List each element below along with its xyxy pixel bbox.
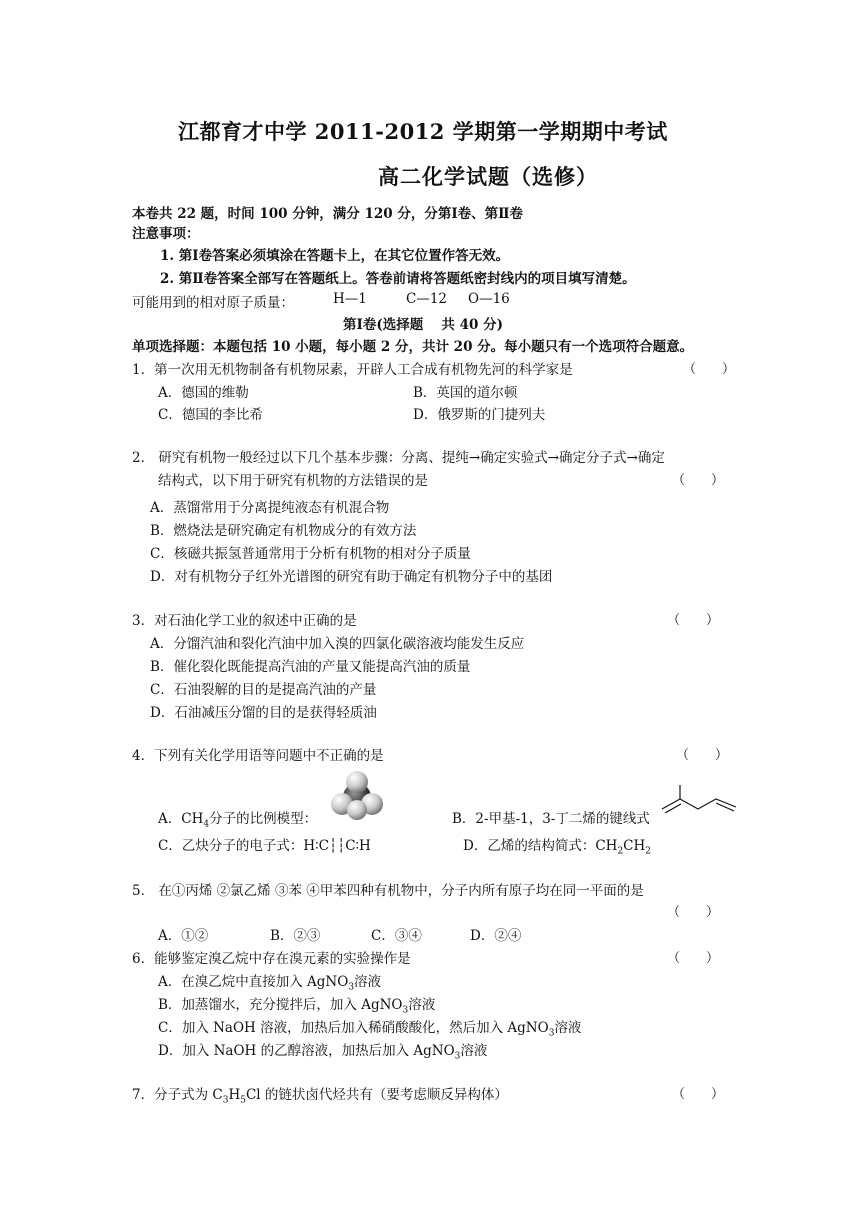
q3-option-a: A．分馏汽油和裂化汽油中加入溴的四氯化碳溶液均能发生反应 <box>150 636 525 652</box>
q4-option-a: A．$CH_4$分子的比例模型： <box>158 811 318 830</box>
q4-answer-paren: （ ） <box>676 748 729 763</box>
q3-option-b: B．催化裂化既能提高汽油的产量又能提高汽油的质量 <box>150 659 471 675</box>
exam-subtitle: 高二化学试题（选修） <box>378 164 598 189</box>
q6-option-b: B．加蒸馏水，充分搅拌后，加入 AgNO$_3$溶液 <box>158 997 436 1016</box>
q6-answer-paren: （ ） <box>667 951 720 966</box>
atomic-mass-h: H—1 <box>333 291 367 307</box>
q5-option-b: B．②③ <box>270 928 321 944</box>
q1-option-a: A．德国的维勒 <box>158 385 249 401</box>
q4-option-d: D．乙烯的结构简式：$CH_2CH_2$ <box>463 838 652 857</box>
q6-stem: 6．能够鉴定溴乙烷中存在溴元素的实验操作是 <box>132 951 411 967</box>
q3-stem: 3．对石油化学工业的叙述中正确的是 <box>132 613 357 629</box>
q5-option-a: A．①② <box>158 928 209 944</box>
q5-stem: 5． 在①丙烯 ②氯乙烯 ③苯 ④甲苯四种有机物中，分子内所有原子均在同一平面的是 <box>132 883 644 899</box>
q2-option-d: D．对有机物分子红外光谱图的研究有助于确定有机物分子中的基团 <box>150 569 553 585</box>
atomic-mass-o: O—16 <box>468 291 510 307</box>
q5-option-c: C．③④ <box>371 928 422 944</box>
q4-option-b: B．2-甲基-1，3-丁二烯的键线式 <box>452 811 650 827</box>
notice-title: 注意事项： <box>132 226 200 242</box>
q1-option-c: C．德国的李比希 <box>158 407 263 423</box>
q1-option-d: D．俄罗斯的门捷列夫 <box>413 407 546 423</box>
q6-option-a: A．在溴乙烷中直接加入 AgNO$_3$溶液 <box>158 974 382 993</box>
q6-option-c: C．加入 NaOH 溶液，加热后加入稀硝酸酸化，然后加入 AgNO$_3$溶液 <box>158 1020 582 1039</box>
q5-option-d: D．②④ <box>470 928 522 944</box>
isoprene-skeletal-formula-icon <box>660 785 738 817</box>
q7-stem: 7．分子式为 $C_3H_5Cl$ 的链状卤代烃共有（要考虑顺反异构体） <box>132 1087 508 1106</box>
atomic-mass-label: 可能用到的相对原子质量： <box>132 295 294 311</box>
section-instruction: 单项选择题：本题包括 10 小题，每小题 2 分，共计 20 分。每小题只有一个选项符合题意。 <box>132 339 694 355</box>
q1-option-b: B．英国的道尔顿 <box>413 385 518 401</box>
atomic-mass-c: C—12 <box>406 291 448 307</box>
q2-stem-line2: 结构式，以下用于研究有机物的方法错误的是 <box>158 473 428 489</box>
q5-answer-paren: （ ） <box>667 905 720 920</box>
notice-item-2: 2. 第Ⅱ卷答案全部写在答题纸上。答卷前请将答题纸密封线内的项目填写清楚。 <box>160 271 636 287</box>
q4-stem: 4．下列有关化学用语等问题中不正确的是 <box>132 748 384 764</box>
q1-answer-paren: （ ） <box>683 362 736 377</box>
q6-option-d: D．加入 NaOH 的乙醇溶液，加热后加入 AgNO$_3$溶液 <box>158 1043 488 1062</box>
q2-stem-line1: 2． 研究有机物一般经过以下几个基本步骤：分离、提纯→确定实验式→确定分子式→确定 <box>132 450 665 466</box>
q3-option-d: D．石油减压分馏的目的是获得轻质油 <box>150 705 377 721</box>
q2-option-a: A．蒸馏常用于分离提纯液态有机混合物 <box>150 500 390 516</box>
exam-title: 江都育才中学 2011-2012 学期第一学期期中考试 <box>178 119 668 144</box>
exam-info: 本卷共 22 题，时间 100 分钟，满分 120 分，分第Ⅰ卷、第Ⅱ卷 <box>132 206 524 222</box>
section-heading: 第Ⅰ卷(选择题 共 40 分) <box>343 317 503 333</box>
q1-stem: 1．第一次用无机物制备有机物尿素，开辟人工合成有机物先河的科学家是 <box>132 362 573 378</box>
q3-answer-paren: （ ） <box>667 613 720 628</box>
notice-item-1: 1. 第Ⅰ卷答案必须填涂在答题卡上，在其它位置作答无效。 <box>160 248 510 264</box>
q4-option-c: C．乙炔分子的电子式：H∶C┆┆C∶H <box>158 838 371 854</box>
methane-space-filling-model-icon <box>328 770 386 822</box>
q3-option-c: C．石油裂解的目的是提高汽油的产量 <box>150 682 377 698</box>
q2-option-b: B．燃烧法是研究确定有机物成分的有效方法 <box>150 523 417 539</box>
q2-answer-paren: （ ） <box>672 473 725 488</box>
q2-option-c: C．核磁共振氢普通常用于分析有机物的相对分子质量 <box>150 546 471 562</box>
q7-answer-paren: （ ） <box>672 1087 725 1102</box>
